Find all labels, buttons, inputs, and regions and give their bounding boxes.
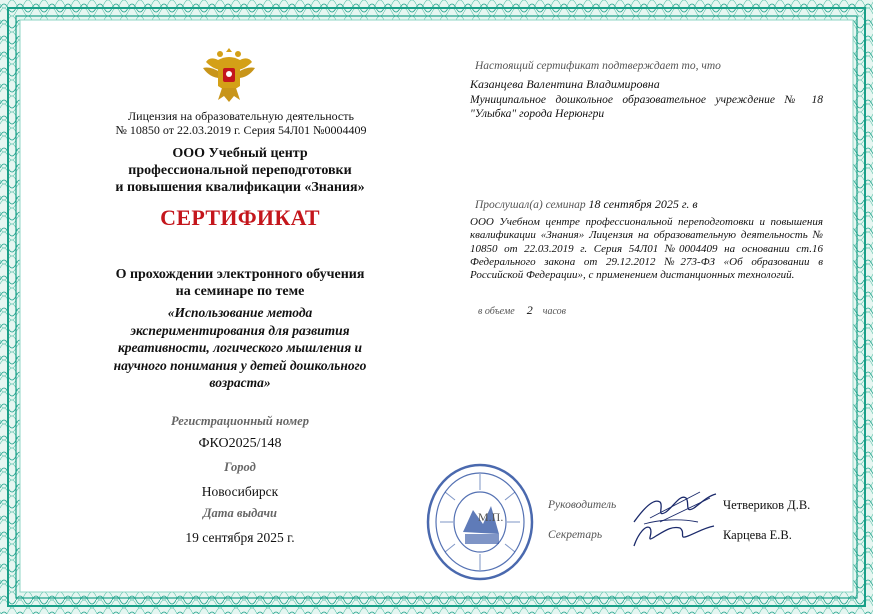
seminar-date: 18 сентября 2025 г. в — [588, 197, 698, 211]
hours-volume — [478, 303, 566, 318]
about-line-1: О прохождении электронного обучения — [115, 267, 365, 282]
license-line-1: Лицензия на образовательную деятельность — [128, 109, 354, 123]
license-info — [100, 109, 382, 137]
registration-label: Регистрационный номер — [171, 414, 309, 428]
org-line-3: и повышения квалификации «Знания» — [115, 180, 365, 195]
about-line-2: на семинаре по теме — [175, 284, 305, 299]
double-headed-eagle-icon — [200, 42, 258, 106]
confirm-text: Настоящий сертификат подтверждает то, что — [475, 60, 721, 72]
hours-value: 2 — [526, 303, 533, 317]
registration-number: ФКО2025/148 — [198, 436, 282, 451]
issue-date-label: Дата выдачи — [203, 506, 277, 520]
institution-line-2: "Улыбка" города Нерюнгри — [470, 108, 605, 120]
seminar-label: Прослушал(а) семинар — [475, 199, 586, 211]
hours-suffix: часов — [542, 306, 567, 317]
city-label: Город — [224, 460, 256, 474]
seal-mark: М.П. — [478, 510, 504, 524]
org-line-2: профессиональной переподготовки — [128, 163, 352, 178]
city-value: Новосибирск — [201, 484, 279, 499]
certificate-title: СЕРТИФИКАТ — [160, 205, 320, 230]
secretary-label: Секретарь — [548, 529, 603, 541]
license-line-2: № 10850 от 22.03.2019 г. Серия 54Л01 №0004409 — [115, 123, 367, 137]
recipient-name: Казанцева Валентина Владимировна — [470, 77, 660, 91]
seminar-topic: «Использование метода экспериментирования для развития креативности, логического мышления и научного понимания у детей дошкольного возраста» — [113, 305, 367, 390]
head-name: Четвериков Д.В. — [723, 498, 811, 512]
seminar-attended — [475, 197, 698, 212]
hours-prefix: в объеме — [478, 306, 515, 317]
organization-name — [90, 145, 390, 196]
issue-date: 19 сентября 2025 г. — [185, 530, 295, 545]
about-text — [90, 266, 390, 300]
secretary-signature-icon — [628, 516, 718, 552]
secretary-name: Карцева Е.В. — [723, 528, 792, 542]
institution-line-1: Муниципальное дошкольное образовательное учреждение № 18 — [470, 94, 823, 106]
head-label: Руководитель — [548, 499, 617, 511]
org-line-1: ООО Учебный центр — [172, 146, 308, 161]
provider-text: ООО Учебном центре профессиональной переподготовки и повышения квалификации «Знания» Лицензия на образовательную деятельность № 10850 от 22.03.2019 г. Серия 54Л01 №0004409 на основании ст.16 Федерального закона от 29.12.2012 №273-ФЗ «Об образовании в Российской Федерации», с применением дистанционных технологий. — [470, 216, 823, 282]
